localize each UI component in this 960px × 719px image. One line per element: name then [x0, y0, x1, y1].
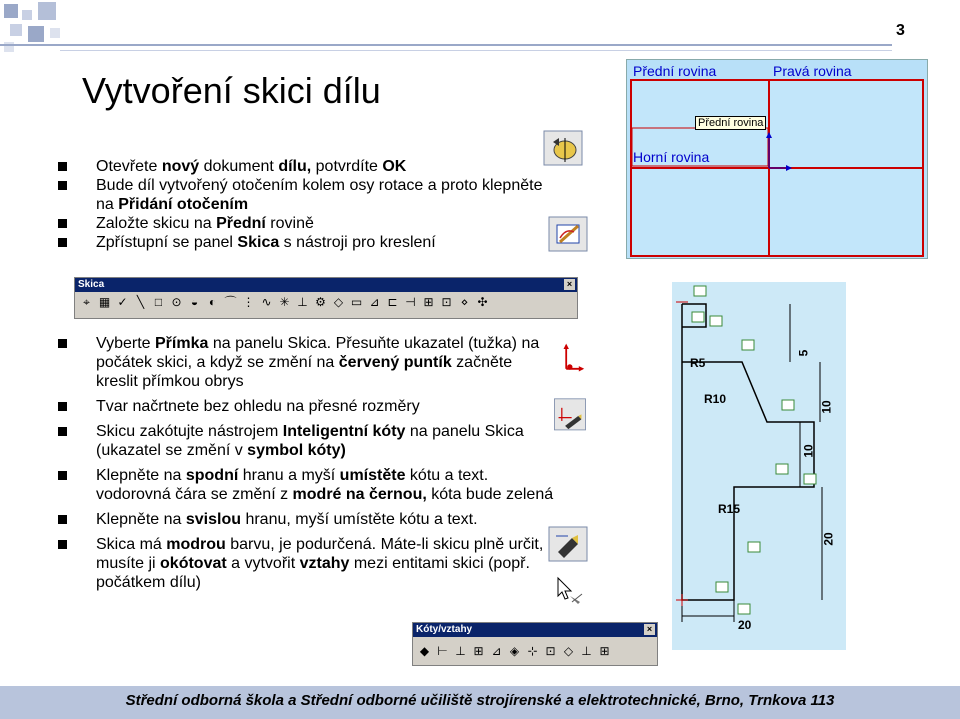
plane-tooltip: Přední rovina [695, 116, 766, 130]
bullet-text: Založte skicu na [96, 215, 217, 232]
sketch-tool-icon[interactable]: ⚙ [315, 295, 326, 309]
sketch-tool-icon[interactable]: ⋮ [242, 295, 255, 309]
dimension-tool-icon[interactable]: ⊞ [599, 644, 610, 658]
dimensions-toolbar-title [413, 623, 657, 637]
bullet-item [58, 214, 558, 233]
bullet-text: na panelu Skica (ukazatel se změní v [96, 423, 524, 459]
bullet-item [58, 510, 558, 529]
bullet-text: Otevřete [96, 158, 162, 175]
sketch-origin-icon [548, 340, 588, 376]
dimension-tool-icon[interactable]: ⊿ [491, 644, 502, 658]
dimension-tool-icon[interactable]: ◇ [563, 644, 574, 658]
slide-title: Vytvoření skici dílu [82, 70, 381, 111]
bullet-text: Vyberte [96, 335, 155, 352]
dimension-tool-icon[interactable]: ⊹ [527, 644, 538, 658]
bullet-item [58, 157, 558, 176]
bullet-text: rovině [265, 215, 314, 232]
header-rule [0, 44, 892, 46]
sketch-tool-icon[interactable]: ╲ [136, 295, 145, 309]
sketch-tool-icon[interactable]: ⊏ [387, 295, 398, 309]
bullet-emphasis: Inteligentní kóty [282, 423, 406, 440]
bullet-emphasis: Přidání otočením [118, 196, 249, 213]
sketch-tool-icon[interactable]: ⌒ [224, 295, 237, 309]
bullet-text: a vytvořit [226, 555, 300, 572]
dim-20-horizontal[interactable]: 20 [738, 618, 752, 632]
bullet-item [58, 334, 558, 391]
bullet-text: Skica má [96, 536, 167, 553]
bullet-text: hranu, myší umístěte kótu a text. [241, 511, 478, 528]
smart-dimension-icon[interactable] [550, 398, 590, 434]
bullet-emphasis: nový [161, 158, 200, 175]
dimensions-toolbar-title-text: Kóty/vztahy [416, 624, 473, 635]
top-plane-label[interactable]: Horní rovina [633, 149, 710, 165]
bullet-emphasis: Přímka [155, 335, 209, 352]
bullet-item [58, 422, 558, 460]
bullet-text: kótu a text. vodorovná čára se změní z [96, 467, 489, 503]
bullet-emphasis: dílu, [278, 158, 312, 175]
sketch-tool-icon[interactable]: ▭ [350, 295, 363, 309]
bullet-text: začněte kreslit přímkou obrys [96, 354, 513, 390]
revolve-feature-icon[interactable] [543, 130, 583, 166]
planes-view[interactable] [626, 59, 928, 259]
sketch-tool-icon[interactable]: ⌖ [83, 295, 90, 309]
dim-5[interactable]: 5 [796, 349, 811, 357]
sketch-icon[interactable] [548, 216, 588, 252]
sketch-tool-icon[interactable]: ⋄ [460, 295, 469, 309]
dim-10-upper[interactable]: 10 [819, 400, 834, 414]
dimension-tool-icon[interactable] [548, 526, 588, 562]
sketch-tool-icon[interactable]: ◇ [333, 295, 344, 309]
sketch-tool-icon[interactable]: ∿ [261, 295, 272, 309]
bullet-emphasis: Skica [237, 234, 280, 251]
sketch-tool-icon[interactable]: ✳ [279, 295, 290, 309]
dimensions-relations-toolbar [412, 622, 658, 666]
sketch-tool-icon[interactable]: ✣ [477, 295, 488, 309]
sketch-toolbar-title [75, 278, 577, 292]
dim-r5[interactable]: R5 [690, 356, 706, 370]
dimensions-toolbar-icons [413, 637, 657, 662]
dimension-tool-icon[interactable]: ◈ [509, 644, 520, 658]
right-plane-label[interactable]: Pravá rovina [773, 63, 852, 79]
bullet-emphasis: červený puntík [338, 354, 452, 371]
sketch-tool-icon[interactable]: ⊣ [405, 295, 416, 309]
sketch-tool-icon[interactable]: ⊙ [171, 295, 182, 309]
instruction-list-top [58, 157, 558, 252]
sketch-toolbar-icons [75, 292, 577, 313]
instruction-list-bottom [58, 334, 558, 598]
bullet-text: Skicu zakótujte nástrojem [96, 423, 283, 440]
bullet-emphasis: okótovat [160, 555, 227, 572]
dim-r15[interactable]: R15 [718, 502, 741, 516]
sketch-tool-icon[interactable]: ◒ [190, 295, 199, 309]
bullet-item [58, 176, 558, 214]
sketch-toolbar [74, 277, 578, 319]
bullet-text: barvu, je podurčená. Máte-li skicu plně určit, musíte ji [96, 536, 544, 572]
dimension-tool-icon[interactable]: ⊥ [581, 644, 592, 658]
bullet-emphasis: svislou [185, 511, 241, 528]
dim-20-vertical[interactable]: 20 [821, 532, 836, 546]
sketch-tool-icon[interactable]: ✓ [117, 295, 128, 309]
sketch-tool-icon[interactable]: ⊡ [441, 295, 452, 309]
bullet-item [58, 535, 558, 592]
dimension-tool-icon[interactable]: ⊥ [455, 644, 466, 658]
bullet-text: mezi entitami skici (popř. počátkem dílu) [96, 555, 530, 591]
bullet-text: Klepněte na [96, 467, 186, 484]
bullet-emphasis: modrou [166, 536, 226, 553]
slide-number: 3 [896, 22, 905, 39]
header-rule-thin [60, 50, 892, 51]
sketch-tool-icon[interactable]: ⊿ [369, 295, 380, 309]
sketch-tool-icon[interactable]: □ [154, 295, 163, 309]
bullet-text: potvrdíte [311, 158, 383, 175]
dimension-tool-icon[interactable]: ◆ [419, 644, 430, 658]
dim-10-lower[interactable]: 10 [801, 444, 816, 458]
sketch-tool-icon[interactable]: ▦ [98, 295, 111, 309]
bullet-text: hranu a myší [238, 467, 340, 484]
bullet-item [58, 466, 558, 504]
dimension-tool-icon[interactable]: ⊞ [473, 644, 484, 658]
bullet-emphasis: OK [382, 158, 407, 175]
front-plane-label[interactable]: Přední rovina [633, 63, 717, 79]
close-icon[interactable]: × [564, 279, 575, 290]
bullet-emphasis: spodní [185, 467, 239, 484]
footer-text: Střední odborná škola a Střední odborné učiliště strojírenské a elektrotechnické, Brno, Trnkova 113 [125, 692, 835, 709]
dim-r10[interactable]: R10 [704, 392, 727, 406]
sketch-tool-icon[interactable]: ⊥ [297, 295, 308, 309]
bullet-emphasis: Přední [216, 215, 266, 232]
bullet-text: dokument [199, 158, 279, 175]
bullet-text: Bude díl vytvořený otočením kolem osy rotace a proto klepněte na [96, 177, 543, 213]
close-icon[interactable]: × [644, 624, 655, 635]
bullet-text: s nástroji pro kreslení [279, 234, 436, 251]
bullet-emphasis: vztahy [299, 555, 350, 572]
dimension-tool-icon[interactable]: ⊡ [545, 644, 556, 658]
bullet-text: kóta bude zelená [426, 486, 554, 503]
bullet-text: Klepněte na [96, 511, 186, 528]
sketch-drawing[interactable] [672, 282, 846, 650]
dimension-tool-icon[interactable]: ⊢ [437, 644, 448, 658]
pointer-dimension-icon [550, 574, 590, 610]
bullet-text: na panelu Skica. Přesuňte ukazatel (tužka) na počátek skici, a když se změní na [96, 335, 540, 371]
decorative-squares [0, 0, 80, 60]
bullet-emphasis: umístěte [339, 467, 406, 484]
bullet-item [58, 233, 558, 252]
sketch-toolbar-title-text: Skica [78, 279, 105, 290]
bullet-emphasis: modré na černou, [292, 486, 427, 503]
sketch-tool-icon[interactable]: ◐ [208, 295, 217, 309]
bullet-text: Tvar načrtnete bez ohledu na přesné rozměry [96, 398, 420, 415]
sketch-tool-icon[interactable]: ⊞ [423, 295, 434, 309]
bullet-item [58, 397, 558, 416]
bullet-emphasis: symbol kóty) [247, 442, 346, 459]
bullet-text: Zpřístupní se panel [96, 234, 238, 251]
